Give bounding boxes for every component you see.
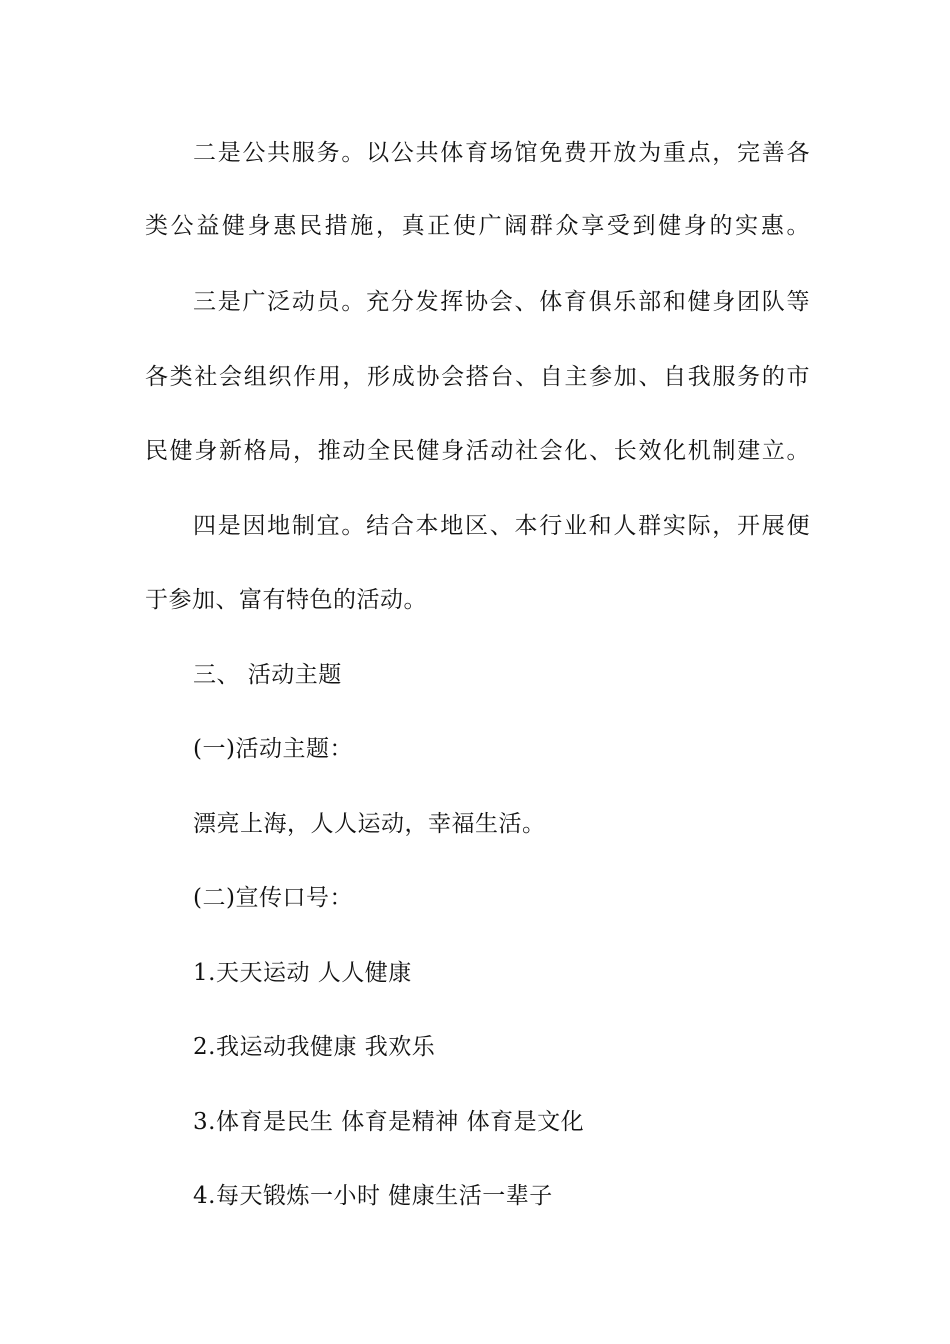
paragraph-line: 四是因地制宜。结合本地区、本行业和人群实际，开展便 — [193, 513, 810, 539]
slogan-item: 4.每天锻炼一小时 健康生活一辈子 — [193, 1183, 553, 1209]
subsection-heading: (一)活动主题： — [193, 736, 353, 762]
section-heading: 三、 活动主题 — [193, 662, 342, 688]
theme-text: 漂亮上海，人人运动，幸福生活。 — [193, 811, 546, 837]
slogan-item: 2.我运动我健康 我欢乐 — [193, 1034, 436, 1060]
paragraph-line: 各类社会组织作用，形成协会搭台、自主参加、自我服务的市 — [145, 364, 810, 390]
paragraph-line: 三是广泛动员。充分发挥协会、体育俱乐部和健身团队等 — [193, 289, 810, 315]
subsection-heading: (二)宣传口号： — [193, 885, 353, 911]
paragraph-line: 二是公共服务。以公共体育场馆免费开放为重点，完善各 — [193, 140, 810, 166]
paragraph-line: 类公益健身惠民措施，真正使广阔群众享受到健身的实惠。 — [145, 213, 810, 239]
paragraph-line: 于参加、富有特色的活动。 — [145, 587, 427, 613]
slogan-item: 3.体育是民生 体育是精神 体育是文化 — [193, 1109, 585, 1135]
slogan-item: 1.天天运动 人人健康 — [193, 960, 412, 986]
paragraph-line: 民健身新格局，推动全民健身活动社会化、长效化机制建立。 — [145, 438, 810, 464]
